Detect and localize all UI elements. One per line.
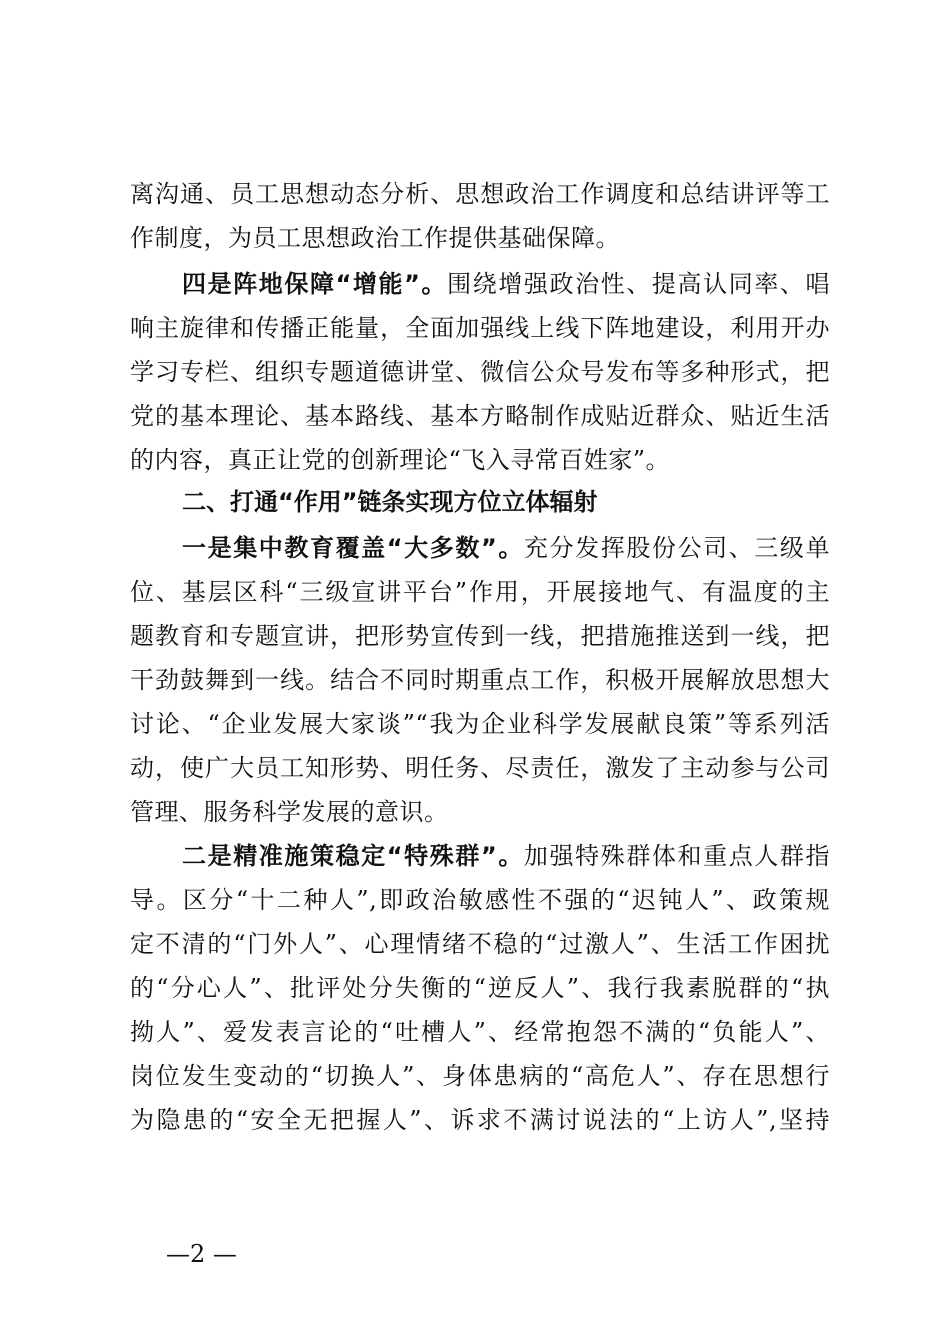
paragraph-first-line — [182, 264, 830, 304]
paragraph-line: 为隐患的“安全无把握人”、诉求不满讨说法的“上访人”,坚持 — [130, 1106, 830, 1134]
paragraph-line: 动，使广大员工知形势、明任务、尽责任，激发了主动参与公司 — [130, 754, 830, 782]
paragraph-line: 响主旋律和传播正能量，全面加强线上线下阵地建设，利用开办 — [130, 314, 830, 342]
paragraph-line: 导。区分“十二种人”,即政治敏感性不强的“迟钝人”、政策规 — [130, 886, 830, 914]
paragraph-line: 定不清的“门外人”、心理情绪不稳的“过激人”、生活工作困扰 — [130, 930, 830, 958]
paragraph-line: 讨论、“企业发展大家谈”“我为企业科学发展献良策”等系列活 — [130, 710, 830, 738]
paragraph-line: 岗位发生变动的“切换人”、身体患病的“高危人”、存在思想行 — [130, 1062, 830, 1090]
paragraph-lead: 二是精准施策稳定“特殊群”。 — [182, 842, 524, 870]
paragraph-line: 学习专栏、组织专题道德讲堂、微信公众号发布等多种形式，把 — [130, 358, 830, 386]
paragraph-line: 位、基层区科“三级宣讲平台”作用，开展接地气、有温度的主 — [130, 578, 830, 606]
paragraph-line: 题教育和专题宣讲，把形势宣传到一线，把措施推送到一线，把 — [130, 622, 830, 650]
paragraph-line: 作制度，为员工思想政治工作提供基础保障。 — [130, 224, 620, 252]
paragraph-line: 干劲鼓舞到一线。结合不同时期重点工作，积极开展解放思想大 — [130, 666, 830, 694]
paragraph-line: 的内容，真正让党的创新理论“飞入寻常百姓家”。 — [130, 446, 671, 474]
paragraph-lead: 一是集中教育覆盖“大多数”。 — [182, 534, 524, 562]
paragraph-line: 管理、服务科学发展的意识。 — [130, 798, 449, 826]
paragraph-line: 党的基本理论、基本路线、基本方略制作成贴近群众、贴近生活 — [130, 402, 830, 430]
paragraph-first-line — [182, 836, 830, 876]
paragraph-text: 加强特殊群体和重点人群指 — [523, 842, 831, 870]
paragraph-lead: 四是阵地保障“增能”。 — [182, 270, 448, 298]
paragraph-text: 围绕增强政治性、提高认同率、唱 — [447, 270, 831, 298]
paragraph-line: 的“分心人”、批评处分失衡的“逆反人”、我行我素脱群的“执 — [130, 974, 830, 1002]
paragraph-first-line — [182, 528, 830, 568]
paragraph-text: 充分发挥股份公司、三级单 — [523, 534, 831, 562]
paragraph-line: 离沟通、员工思想动态分析、思想政治工作调度和总结讲评等工 — [130, 180, 830, 208]
section-heading: 二、打通“作用”链条实现方位立体辐射 — [182, 488, 598, 516]
paragraph-line: 拗人”、爱发表言论的“吐槽人”、经常抱怨不满的“负能人”、 — [130, 1018, 830, 1046]
page-number: —2 — — [166, 1240, 237, 1268]
